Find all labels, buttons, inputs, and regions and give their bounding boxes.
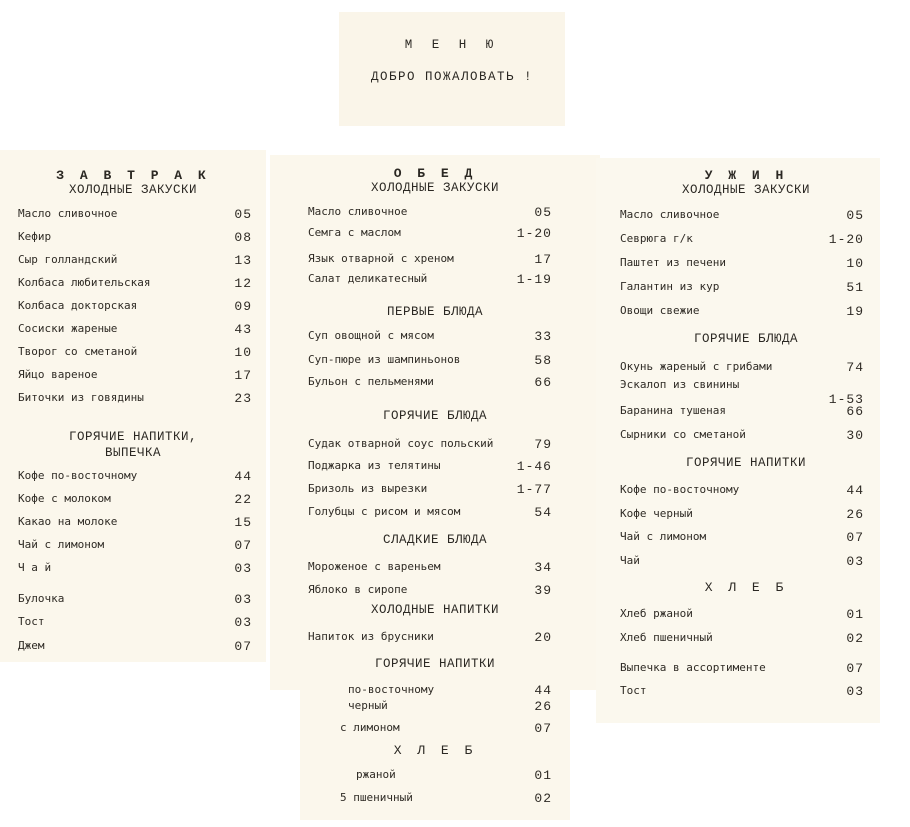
dinner-cold-title: ХОЛОДНЫЕ ЗАКУСКИ — [681, 183, 811, 197]
dinner-hot-drinks-title: ГОРЯЧИЕ НАПИТКИ — [685, 456, 807, 470]
item-price: 34 — [534, 560, 552, 575]
dinner-hot-title: ГОРЯЧИЕ БЛЮДА — [693, 332, 799, 346]
menu-item — [300, 768, 570, 784]
menu-item — [0, 276, 266, 292]
lunch-cold-title: ХОЛОДНЫЕ ЗАКУСКИ — [370, 181, 500, 195]
item-name: Чай с лимоном — [18, 538, 105, 551]
menu-item — [0, 253, 266, 269]
menu-item — [612, 684, 880, 700]
menu-item — [300, 583, 570, 599]
item-price: 30 — [846, 428, 864, 443]
item-name: Колбаса докторская — [18, 299, 138, 312]
menu-item — [0, 515, 266, 531]
menu-item — [0, 322, 266, 338]
item-price: 03 — [234, 592, 252, 607]
item-price: 17 — [534, 252, 552, 267]
menu-item — [300, 226, 570, 242]
item-name: Паштет из печени — [620, 256, 726, 269]
menu-item — [300, 459, 570, 475]
menu-item — [300, 329, 570, 345]
item-price: 1-20 — [516, 226, 552, 241]
item-name: Какао на молоке — [18, 515, 118, 528]
menu-item — [0, 391, 266, 407]
item-name: Баранина тушеная — [620, 404, 726, 417]
item-price: 05 — [846, 208, 864, 223]
menu-item — [612, 554, 880, 570]
menu-item — [300, 560, 570, 576]
item-price: 07 — [534, 721, 552, 736]
item-price: 44 — [234, 469, 252, 484]
item-name: Тост — [18, 615, 45, 628]
item-price: 66 — [534, 375, 552, 390]
item-name: черный — [348, 699, 388, 712]
menu-item — [300, 375, 570, 391]
item-name: Напиток из брусники — [308, 630, 434, 643]
lunch-first-title: ПЕРВЫЕ БЛЮДА — [386, 305, 483, 319]
item-price: 54 — [534, 505, 552, 520]
item-price: 01 — [534, 768, 552, 783]
item-name: Суп овощной с мясом — [308, 329, 434, 342]
item-name: Масло сливочное — [620, 208, 720, 221]
item-price: 03 — [234, 615, 252, 630]
item-name: Кофе с молоком — [18, 492, 111, 505]
menu-item — [612, 208, 880, 224]
item-price: 15 — [234, 515, 252, 530]
item-name: Творог со сметаной — [18, 345, 138, 358]
menu-item — [0, 592, 266, 608]
menu-item — [612, 280, 880, 296]
item-name: Голубцы с рисом и мясом — [308, 505, 461, 518]
item-price: 51 — [846, 280, 864, 295]
item-price: 07 — [234, 639, 252, 654]
menu-item — [0, 469, 266, 485]
item-name: Хлеб пшеничный — [620, 631, 713, 644]
header-card — [339, 12, 565, 126]
item-price: 26 — [534, 699, 552, 714]
item-name: Судак отварной соус польский — [308, 437, 494, 450]
menu-item — [300, 630, 570, 646]
dinner-title: У Ж И Н — [704, 168, 788, 183]
item-name: Сырники со сметаной — [620, 428, 746, 441]
menu-item — [612, 661, 880, 677]
item-name: Суп-пюре из шампиньонов — [308, 353, 461, 366]
breakfast-cold-title: ХОЛОДНЫЕ ЗАКУСКИ — [68, 183, 198, 197]
item-price: 1-53 — [828, 392, 864, 407]
item-name: Хлеб ржаной — [620, 607, 693, 620]
item-name: Эскалоп из свинины — [620, 378, 740, 391]
item-name: Семга с маслом — [308, 226, 401, 239]
item-name: ржаной — [356, 768, 396, 781]
menu-item — [0, 639, 266, 655]
item-price: 44 — [534, 683, 552, 698]
lunch-title: О Б Е Д — [393, 166, 477, 181]
menu-item — [0, 207, 266, 223]
item-price: 39 — [534, 583, 552, 598]
menu-item — [300, 482, 570, 498]
item-name: Булочка — [18, 592, 65, 605]
menu-item — [0, 615, 266, 631]
item-price: 08 — [234, 230, 252, 245]
item-name: 5 пшеничный — [340, 791, 413, 804]
item-name: Тост — [620, 684, 647, 697]
item-price: 66 — [846, 404, 864, 419]
menu-item — [0, 299, 266, 315]
item-name: Поджарка из телятины — [308, 459, 441, 472]
item-price: 09 — [234, 299, 252, 314]
menu-item — [612, 304, 880, 320]
menu-item — [0, 561, 266, 577]
lunch-hot-title: ГОРЯЧИЕ БЛЮДА — [382, 409, 488, 423]
dinner-bread-title: Х Л Е Б — [704, 580, 788, 595]
item-price: 03 — [846, 554, 864, 569]
item-name: Кофе черный — [620, 507, 693, 520]
item-price: 02 — [534, 791, 552, 806]
item-name: Кофе по-восточному — [620, 483, 740, 496]
menu-item — [612, 404, 880, 420]
menu-item — [300, 353, 570, 369]
menu-item — [300, 272, 570, 288]
item-price: 33 — [534, 329, 552, 344]
menu-item — [0, 345, 266, 361]
menu-item — [300, 205, 570, 221]
menu-item — [300, 505, 570, 521]
item-name: Мороженое с вареньем — [308, 560, 441, 573]
item-name: Сосиски жареные — [18, 322, 118, 335]
item-price: 07 — [846, 530, 864, 545]
menu-item — [612, 428, 880, 444]
menu-item — [612, 507, 880, 523]
item-name: Овощи свежие — [620, 304, 700, 317]
item-name: Масло сливочное — [308, 205, 408, 218]
item-name: Бульон с пельменями — [308, 375, 434, 388]
item-price: 1-77 — [516, 482, 552, 497]
item-price: 10 — [846, 256, 864, 271]
menu-item — [612, 631, 880, 647]
lunch-bread-title: Х Л Е Б — [393, 743, 477, 758]
item-price: 12 — [234, 276, 252, 291]
item-price: 23 — [234, 391, 252, 406]
menu-item — [612, 607, 880, 623]
lunch-sweet-title: СЛАДКИЕ БЛЮДА — [382, 533, 488, 547]
item-name: Колбаса любительская — [18, 276, 151, 289]
item-name: Биточки из говядины — [18, 391, 144, 404]
item-price: 26 — [846, 507, 864, 522]
menu-item — [300, 683, 570, 699]
item-name: Чай — [620, 554, 640, 567]
menu-title: М Е Н Ю — [404, 38, 500, 52]
item-price: 03 — [234, 561, 252, 576]
lunch-hot-drinks-title: ГОРЯЧИЕ НАПИТКИ — [374, 657, 496, 671]
item-price: 13 — [234, 253, 252, 268]
item-price: 1-46 — [516, 459, 552, 474]
item-name: Окунь жареный с грибами — [620, 360, 773, 373]
menu-item — [300, 252, 570, 268]
breakfast-title: З А В Т Р А К — [56, 168, 210, 183]
breakfast-hot-title: ГОРЯЧИЕ НАПИТКИ, — [68, 430, 198, 444]
lunch-cold-drinks-title: ХОЛОДНЫЕ НАПИТКИ — [370, 603, 500, 617]
item-price: 01 — [846, 607, 864, 622]
item-name: Сыр голландский — [18, 253, 118, 266]
menu-item — [612, 232, 880, 248]
item-price: 07 — [234, 538, 252, 553]
item-price: 05 — [534, 205, 552, 220]
item-name: Ч а й — [18, 561, 52, 574]
item-price: 19 — [846, 304, 864, 319]
item-price: 10 — [234, 345, 252, 360]
menu-item — [300, 791, 570, 807]
item-name: Севрюга г/к — [620, 232, 693, 245]
item-name: Масло сливочное — [18, 207, 118, 220]
menu-item — [300, 437, 570, 453]
item-price: 02 — [846, 631, 864, 646]
item-price: 22 — [234, 492, 252, 507]
item-name: Бризоль из вырезки — [308, 482, 428, 495]
welcome-text: ДОБРО ПОЖАЛОВАТЬ ! — [370, 70, 534, 84]
menu-item — [0, 368, 266, 384]
menu-item — [612, 483, 880, 499]
item-name: Кофе по-восточному — [18, 469, 138, 482]
menu-item — [612, 530, 880, 546]
menu-item — [300, 721, 570, 737]
breakfast-hot-title-2: ВЫПЕЧКА — [104, 446, 161, 460]
item-name: Джем — [18, 639, 45, 652]
item-name: Салат деликатесный — [308, 272, 428, 285]
item-price: 03 — [846, 684, 864, 699]
item-price: 05 — [234, 207, 252, 222]
item-name: Яйцо вареное — [18, 368, 98, 381]
item-price: 1-19 — [516, 272, 552, 287]
item-name: Галантин из кур — [620, 280, 720, 293]
menu-item — [612, 360, 880, 376]
item-name: Кефир — [18, 230, 52, 243]
item-price: 79 — [534, 437, 552, 452]
item-price: 74 — [846, 360, 864, 375]
item-price: 07 — [846, 661, 864, 676]
item-price: 58 — [534, 353, 552, 368]
item-name: Яблоко в сиропе — [308, 583, 408, 596]
item-price: 44 — [846, 483, 864, 498]
item-price: 20 — [534, 630, 552, 645]
item-price: 1-20 — [828, 232, 864, 247]
item-price: 43 — [234, 322, 252, 337]
item-name: с лимоном — [340, 721, 400, 734]
item-name: Язык отварной с хреном — [308, 252, 454, 265]
menu-item — [0, 538, 266, 554]
menu-item — [300, 699, 570, 715]
item-name: Чай с лимоном — [620, 530, 707, 543]
menu-item — [0, 492, 266, 508]
menu-item — [612, 256, 880, 272]
item-name: по-восточному — [348, 683, 435, 696]
menu-item — [0, 230, 266, 246]
item-name: Выпечка в ассортименте — [620, 661, 766, 674]
item-price: 17 — [234, 368, 252, 383]
